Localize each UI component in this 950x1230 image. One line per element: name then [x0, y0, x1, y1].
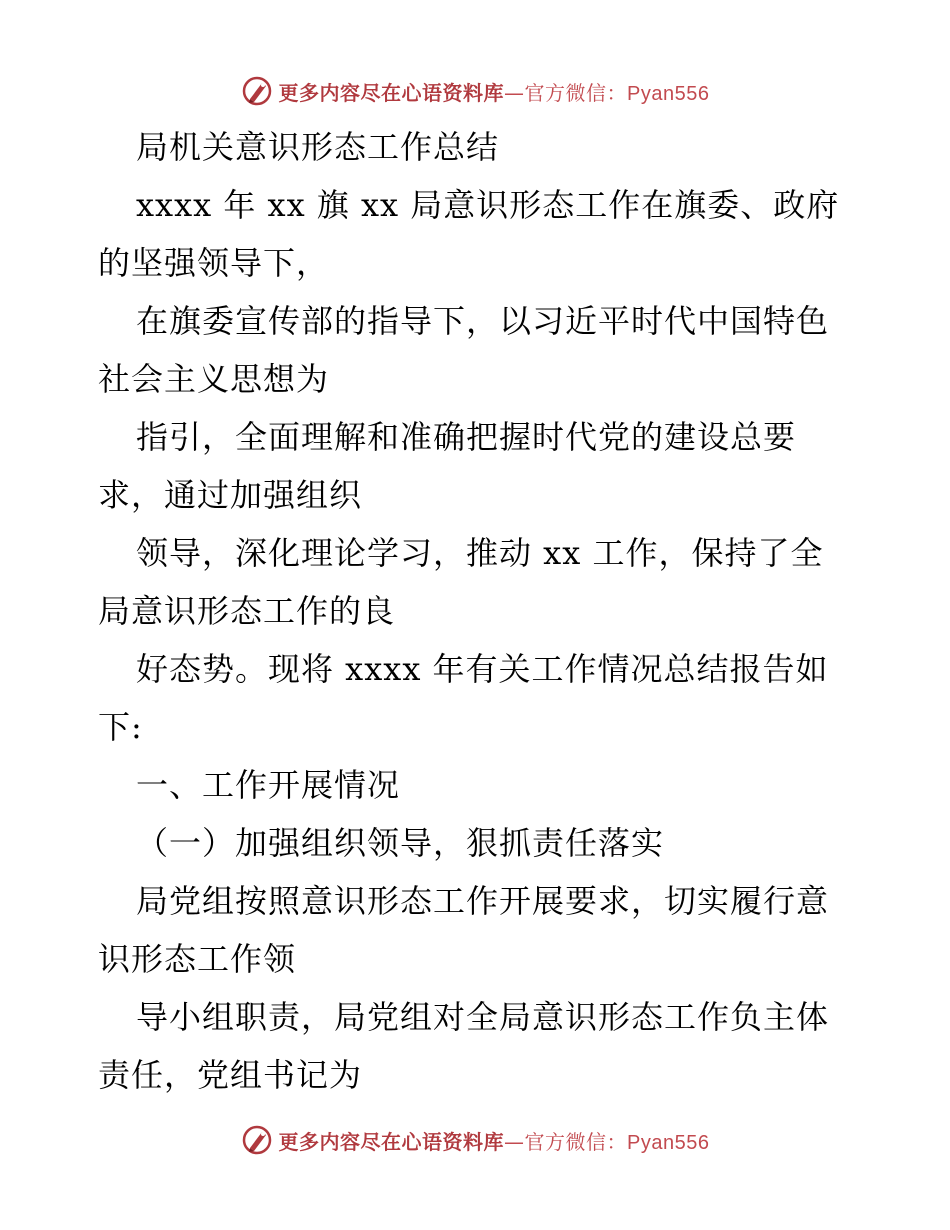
footer-banner	[0, 1120, 950, 1160]
paragraph-line: 责任，党组书记为	[98, 1056, 363, 1094]
paragraph-line: 求，通过加强组织	[98, 476, 363, 514]
banner-official-label: 官方微信：	[524, 1129, 628, 1154]
subsection-heading: （一）加强组织领导，狠抓责任落实	[136, 824, 665, 862]
banner-wechat-id: Pyan556	[627, 1131, 710, 1154]
section-heading: 一、工作开展情况	[136, 766, 401, 804]
banner-official-label: 官方微信：	[524, 80, 628, 105]
banner-wechat-id: Pyan556	[627, 82, 710, 105]
paragraph-line: 局党组按照意识形态工作开展要求，切实履行意	[136, 882, 830, 920]
paragraph-line: 的坚强领导下，	[98, 244, 330, 282]
document-title: 局机关意识形态工作总结	[136, 128, 500, 166]
paragraph-line: 下:	[98, 708, 143, 746]
banner-dash: —	[504, 1129, 525, 1154]
pen-logo-icon	[241, 1124, 273, 1156]
paragraph-line: 指引，全面理解和准确把握时代党的建设总要	[136, 418, 797, 456]
paragraph-line: 好态势。现将 xxxx 年有关工作情况总结报告如	[136, 650, 829, 688]
paragraph-line: 导小组职责，局党组对全局意识形态工作负主体	[136, 998, 830, 1036]
paragraph-line: 社会主义思想为	[98, 360, 330, 398]
banner-main-text: 更多内容尽在心语资料库	[278, 1129, 505, 1154]
banner-dash: —	[504, 80, 525, 105]
paragraph-line: 领导，深化理论学习，推动 xx 工作，保持了全	[136, 534, 824, 572]
banner-main-text: 更多内容尽在心语资料库	[278, 80, 505, 105]
paragraph-line: 识形态工作领	[98, 940, 297, 978]
pen-logo-icon	[241, 75, 273, 107]
paragraph-line: 在旗委宣传部的指导下，以习近平时代中国特色	[136, 302, 830, 340]
paragraph-line: xxxx 年 xx 旗 xx 局意识形态工作在旗委、政府	[136, 186, 840, 224]
header-banner	[0, 71, 950, 111]
document-body	[98, 118, 858, 1104]
paragraph-line: 局意识形态工作的良	[98, 592, 396, 630]
